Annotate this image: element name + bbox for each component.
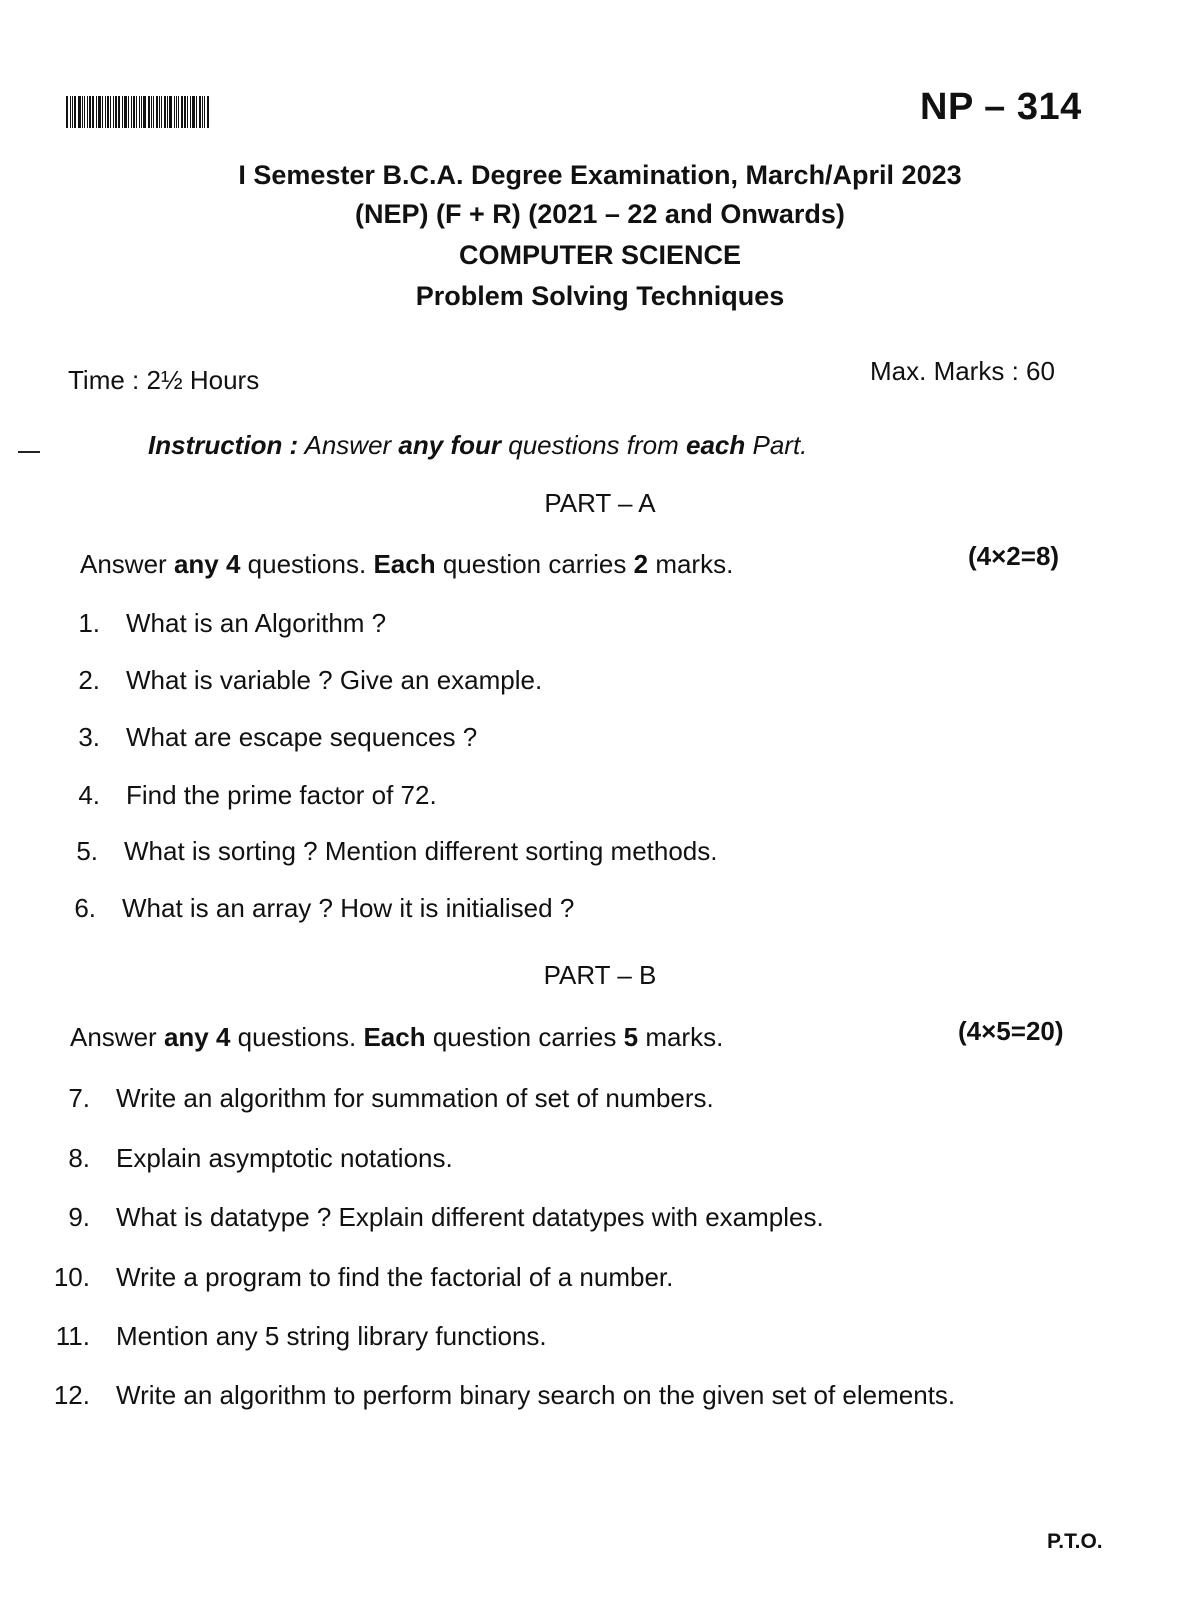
exam-title: I Semester B.C.A. Degree Examination, March/April 2023 [238,160,962,190]
barcode-bar [105,96,106,128]
subject-title: COMPUTER SCIENCE [458,240,742,270]
question: 3. What are escape sequences ? [78,722,478,752]
barcode-bar [82,96,83,128]
part-a-lead: Answer any 4 questions. Each question carries 2 marks. [80,549,734,579]
barcode-bar [187,96,188,128]
barcode-bar [174,96,175,128]
scan-mark [18,451,40,453]
question: 5. What is sorting ? Mention different sorting methods. [76,836,718,866]
barcode-bar [153,96,154,128]
barcode-bar [115,96,117,128]
barcode-bar [122,96,123,128]
barcode-bar [131,96,132,128]
part-b-marks: (4×5=20) [958,1016,1064,1046]
barcode-bar [204,96,205,128]
barcode-bar [156,96,158,128]
barcode-bar [178,96,179,128]
barcode-bar [136,96,137,128]
part-b-title: PART – B [543,960,657,990]
question: 11. Mention any 5 string library functions. [55,1321,547,1351]
barcode-bar [92,96,94,128]
barcode-bar [181,96,183,128]
barcode-bar [151,96,152,128]
barcode-bar [167,96,168,128]
barcode-bar [143,96,146,128]
barcode-bar [96,96,97,128]
barcode-bar [118,96,120,128]
instruction-text: Part. [752,430,808,460]
question: 8. Explain asymptotic notations. [68,1143,453,1173]
barcode-bar [176,96,177,128]
instruction [148,430,807,461]
paper-code: NP – 314 [920,86,1082,128]
barcode-bar [78,96,81,128]
barcode-bar [124,96,127,128]
barcode-bar [70,96,71,128]
instruction-label: Instruction : [148,430,299,460]
barcode-bar [74,96,76,128]
barcode-bar [110,96,111,128]
barcode-bar [161,96,162,128]
exam-scheme: (NEP) (F + R) (2021 – 22 and Onwards) [355,199,845,229]
question: 7. Write an algorithm for summation of set of numbers. [68,1083,714,1113]
question: 4. Find the prime factor of 72. [78,780,437,810]
barcode-bar [107,96,109,128]
barcode-bar [89,96,91,128]
question: 12. Write an algorithm to perform binary search on the given set of elements. [53,1380,956,1410]
question: 1. What is an Algorithm ? [78,608,387,638]
barcode-bar [87,96,88,128]
barcode-bar [141,96,142,128]
time-allowed: Time : 2½ Hours [68,365,260,395]
barcode-bar [98,96,101,128]
barcode-bar [199,96,201,128]
question: 2. What is variable ? Give an example. [78,665,543,695]
question: 10. Write a program to find the factorial of a number. [53,1262,674,1292]
barcode-bar [102,96,103,128]
question: 9. What is datatype ? Explain different datatypes with examples. [68,1202,824,1232]
part-a-title: PART – A [544,488,656,518]
barcode-bar [66,96,68,128]
barcode-bar [148,96,150,128]
barcode-bar [190,96,191,128]
part-b-lead: Answer any 4 questions. Each question carries 5 marks. [70,1022,724,1052]
paper-title: Problem Solving Techniques [415,281,785,311]
barcode-bar [128,96,129,128]
instruction-emphasis: each [686,430,746,460]
part-a-marks: (4×2=8) [968,541,1060,571]
barcode-bar [133,96,135,128]
please-turn-over: P.T.O. [1047,1530,1103,1553]
barcode-bar [139,96,140,128]
max-marks: Max. Marks : 60 [870,356,1055,386]
instruction-emphasis: any four [398,430,501,460]
barcode [66,96,228,128]
barcode-bar [207,96,209,128]
barcode-bar [169,96,172,128]
instruction-text: questions from [508,430,679,460]
barcode-bar [113,96,114,128]
barcode-bar [202,96,203,128]
barcode-bar [192,96,195,128]
barcode-bar [84,96,85,128]
barcode-bar [72,96,73,128]
instruction-text: Answer [304,430,392,460]
question: 6. What is an array ? How it is initialised ? [74,893,575,923]
barcode-bar [159,96,160,128]
barcode-bar [164,96,166,128]
barcode-bar [196,96,197,128]
barcode-bar [184,96,186,128]
